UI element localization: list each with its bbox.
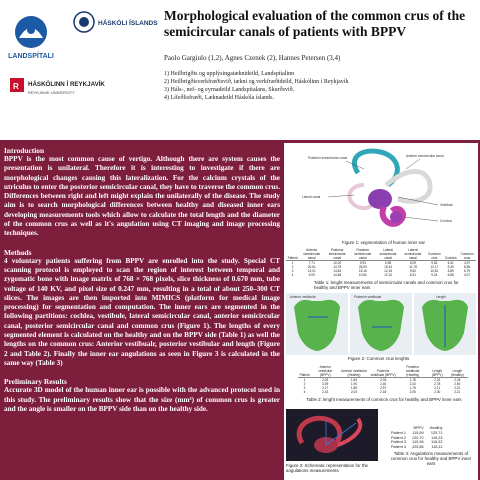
table-cell: 2,28 bbox=[454, 378, 461, 382]
table-cell: 115,59 bbox=[412, 430, 424, 435]
table-2-common-crus-lengths bbox=[298, 365, 468, 394]
table-cell: 125,86 bbox=[412, 445, 424, 450]
table-cell: 10,82 bbox=[358, 273, 367, 277]
text-column bbox=[4, 146, 280, 480]
table-header-cell: Cochlea bbox=[443, 248, 458, 261]
table-cell: 2,60 bbox=[454, 382, 461, 386]
table-cell: 15,16 bbox=[358, 269, 367, 273]
haskoli-islands-logo bbox=[72, 8, 162, 42]
table-cell: 2,03 bbox=[322, 378, 329, 382]
table-header-cell: Length (BPPV) bbox=[428, 365, 447, 378]
table-header-cell: Posterior semicircular canal bbox=[324, 248, 350, 261]
table-cell: 8,31 bbox=[409, 273, 417, 277]
table-cell: 14,01 bbox=[307, 269, 316, 273]
label-vestibule: Vestibule bbox=[440, 203, 453, 207]
table-cell: 4,07 bbox=[463, 273, 471, 277]
table-cell: 5,98 bbox=[384, 261, 392, 265]
table-row bbox=[298, 390, 468, 394]
label-cochlea: Cochlea bbox=[440, 219, 452, 223]
table-cell: 2,78 bbox=[434, 382, 441, 386]
table-cell: 4 bbox=[291, 273, 294, 277]
table-cell: Patient 2 bbox=[391, 435, 406, 440]
table-cell: 11,78 bbox=[409, 265, 417, 269]
reykjavik-university-logo-name: HÁSKÓLINN Í REYKJAVÍK bbox=[28, 81, 105, 88]
table-cell: 14,48 bbox=[333, 273, 342, 277]
table-cell: 10,20 bbox=[333, 261, 342, 265]
table-cell: 6,79 bbox=[463, 269, 471, 273]
affiliation-item: 1) Heilbrigðis og upplýsingatæknideild, Landspítalinn bbox=[164, 71, 295, 77]
table-cell: 2 bbox=[291, 265, 294, 269]
table-cell: 2,40 bbox=[380, 382, 387, 386]
table-cell: 6,09 bbox=[409, 261, 417, 265]
table-cell: 2,30 bbox=[434, 390, 441, 394]
table-row bbox=[286, 273, 476, 277]
table-cell: 12,10 bbox=[384, 273, 393, 277]
table-row bbox=[388, 445, 446, 450]
table-header-cell: Posterior vestibular (BPPV) bbox=[369, 365, 398, 378]
table-cell: 6,88 bbox=[447, 273, 454, 277]
table-cell: 4,97 bbox=[463, 261, 471, 265]
table-cell: 2,17 bbox=[322, 386, 329, 390]
table-cell: 15,43 bbox=[384, 265, 393, 269]
section-heading: Preliminary Results bbox=[4, 377, 67, 387]
table-cell: 2,03 bbox=[350, 390, 358, 394]
section-body: BPPV is the most common cause of vertigo. Although there are system causes the presentation is unilateral. Therefore it is interesting to investigate if there are morphological changes causing this lateralization. For the calcium crystals of the utriculus to enter the posterior semicircular canal, they have to traverse the common crus. Differences between right and left might explain the unilaterally of the disease. The study aim is to search morphological differences between healthy and diseased inner ears developing measurements tools which allow to calculate the total length and the diameter of the common crus as well as it's angulation using CT imaging and image processing techniques. bbox=[4, 155, 280, 238]
table-3-angulations bbox=[388, 426, 446, 450]
label-posterior-canal: Posterior semicircular canal bbox=[308, 156, 348, 160]
table-cell: 2 bbox=[303, 382, 306, 386]
table-cell: 2,23 bbox=[434, 378, 441, 382]
table-cell: 118,11 bbox=[431, 445, 443, 450]
table-cell: 2,18 bbox=[380, 390, 387, 394]
table-header-cell: Lateral semicircular canal bbox=[376, 248, 401, 261]
table-cell: 12,17 bbox=[430, 265, 439, 269]
table-cell: 1,85 bbox=[350, 386, 358, 390]
table-cell: Patient 4 bbox=[391, 445, 406, 450]
table-header-cell: Common crus bbox=[458, 248, 476, 261]
table-cell: 9,93 bbox=[359, 261, 366, 265]
label-length: Length bbox=[436, 295, 446, 299]
table-cell: 10,81 bbox=[430, 269, 439, 273]
table-cell: 120,70 bbox=[412, 435, 424, 440]
table-cell: 116,52 bbox=[431, 440, 443, 445]
affiliation-list bbox=[164, 70, 348, 102]
table-cell: 9,24 bbox=[431, 273, 438, 277]
table-header-cell: Anterior semicircular canal bbox=[299, 248, 324, 261]
table-2-caption: Table 2: lenght measurements of common crus for healthy and BPPV inner ears bbox=[306, 397, 462, 402]
poster-title: Morphological evaluation of the common crus of the semicircular canals of patients with BPPV bbox=[164, 8, 466, 39]
reykjavik-university-logo-sub: REYKJAVIK UNIVERSITY bbox=[28, 90, 75, 95]
label-anterior-canal: Anterior semicircular canal bbox=[406, 154, 444, 158]
table-header-cell: Posterior vestibular (Healthy) bbox=[398, 365, 428, 378]
table-cell: 2,05 bbox=[409, 390, 416, 394]
table-header-cell: Patient bbox=[286, 248, 299, 261]
section-introduction bbox=[4, 146, 280, 239]
figure-1-caption: Figure 1: segmentation of human inner ear bbox=[342, 240, 425, 245]
reykjavik-university-logo bbox=[8, 74, 120, 108]
table-cell: 1,84 bbox=[350, 378, 358, 382]
svg-text:R: R bbox=[13, 82, 19, 91]
table-cell: 7,71 bbox=[308, 261, 315, 265]
label-posterior-vestibular: Posterior vestibular bbox=[354, 295, 382, 299]
table-cell: 9,09 bbox=[308, 273, 315, 277]
table-cell: 20,61 bbox=[307, 265, 316, 269]
table-cell: 3 bbox=[291, 269, 294, 273]
table-cell: 4 bbox=[303, 390, 306, 394]
section-heading: Introduction bbox=[4, 146, 45, 155]
table-cell: 6,89 bbox=[447, 269, 454, 273]
table-cell: 2,57 bbox=[380, 386, 387, 390]
table-cell: 120,71 bbox=[430, 430, 443, 435]
table-1-lengths bbox=[286, 248, 476, 277]
table-cell: 1,90 bbox=[350, 382, 358, 386]
table-cell: 6,41 bbox=[447, 261, 454, 265]
table-cell: 1 bbox=[291, 261, 294, 265]
table-cell: 12,16 bbox=[384, 269, 393, 273]
label-anterior-vestibular: Anterior vestibular bbox=[290, 295, 316, 299]
section-preliminary-results bbox=[4, 377, 280, 414]
section-methods bbox=[4, 248, 280, 369]
table-header-cell: Posterior semicircular canal bbox=[350, 248, 376, 261]
table-cell: 115,96 bbox=[412, 440, 424, 445]
table-header-cell: Common crus bbox=[425, 248, 443, 261]
table-cell: 9,62 bbox=[409, 269, 417, 273]
figure-3-caption: Figure 3: Schematic representation for the angulations measurements bbox=[286, 463, 369, 474]
affiliation-item: 4) Lífeðlisfræði, Læknadeild Háskóla íslands. bbox=[164, 95, 274, 101]
table-cell: 8,56 bbox=[463, 265, 471, 269]
figure-3-angulation-schematic bbox=[286, 409, 378, 461]
table-cell: 3,09 bbox=[322, 382, 329, 386]
table-row bbox=[388, 431, 446, 436]
table-cell: 2,11 bbox=[434, 386, 441, 390]
table-cell: 1 bbox=[303, 378, 306, 382]
section-body: Accurate 3D model of the human inner ear is possible with the advanced protocol used in this study. The preliminary results show that the size (mm³) of common crus is greater and the angle is smaller on the BPPV side than on the healthy side. bbox=[4, 386, 280, 413]
table-header-cell: Anterior vestibular (Healthy) bbox=[339, 365, 368, 378]
table-cell: 9,82 bbox=[431, 261, 438, 265]
table-cell: 1,78 bbox=[409, 386, 416, 390]
table-cell: Patient 3 bbox=[391, 440, 406, 445]
poster-header bbox=[0, 0, 480, 140]
table-3-caption: Table 3: Angulations measurements of common crus for healthy and BPPV inner ears bbox=[390, 451, 472, 467]
table-header-cell: Patient bbox=[298, 365, 311, 378]
table-cell: Patient 1 bbox=[391, 430, 406, 435]
affiliation-item: 2) Heilbrigðisverkfræðisvið, tækni og verkfræðideild, Háskólinn í Reykjavík bbox=[164, 79, 349, 85]
table-1-caption: Table 1: lenght measurements of semicircular canals and common crus for healthy and BPPV inner ears bbox=[314, 280, 459, 291]
table-cell: 1,78 bbox=[409, 378, 416, 382]
poster-authors: Paolo Gargiulo (1,2), Agnes Czenek (2), Hannes Petersen (3,4) bbox=[164, 54, 341, 62]
affiliation-item: 3) Háls-, nef- og eyrnadeild Landspítalans, Skurðsvið. bbox=[164, 87, 295, 93]
landspitali-logo bbox=[6, 12, 56, 62]
table-cell: 9,30 bbox=[447, 265, 454, 269]
table-header-cell: Healthy bbox=[429, 426, 443, 430]
section-body: 4 voluntary patients suffering from BPPV are enrolled into the study. Special CT scanning protocol is employed to scan the region of interest between temporal and zygomatic bone with image matrix of 768 × 768 pixels, slice thickness of 0.670 mm, tube voltage of 140 KV, and pixel size of 0.247 mm, resulting in a total of about 250–300 CT slices. The images are then imported into MIMICS (platform for medical image processing) for segmentation and computation. The inner ears are segmented in the following partitions: cochlea, vestibule, lateral semicircular canal, anterior semicircular canal, posterior semicircular canal and common crus (Figure 1). The lengths of every segmented element is calculated on the healthy and on the BPPV side (Table 1) as well the lengths on the common crus: Anterior vestibualr, posterior vestibular and length (Figure 2 and Table 2). Finally the inner ear angulations as seen in Figure 3 is calculated in the same way (Table 3) bbox=[4, 256, 280, 367]
table-cell: 2,21 bbox=[454, 390, 461, 394]
table-cell: 116,23 bbox=[431, 435, 443, 440]
table-cell: 2,43 bbox=[409, 382, 416, 386]
table-cell: 13,78 bbox=[333, 265, 342, 269]
section-heading: Methods bbox=[4, 247, 32, 257]
table-header-cell: Length (Healthy) bbox=[447, 365, 468, 378]
figure-2-caption: Figure 2: Common crus lenghts bbox=[348, 356, 410, 361]
table-cell: 3 bbox=[303, 386, 306, 390]
figure-1-inner-ear-segmentation bbox=[288, 145, 474, 239]
haskoli-islands-logo-text: HÁSKÓLI ÍSLANDS bbox=[98, 20, 158, 27]
table-header-cell: Lateral semicircular canal bbox=[401, 248, 426, 261]
table-cell: 2,21 bbox=[454, 386, 461, 390]
table-cell: 2,43 bbox=[322, 390, 329, 394]
label-lateral-canal: Lateral canal bbox=[302, 195, 321, 199]
table-cell: 2,03 bbox=[380, 378, 387, 382]
table-cell: 14,84 bbox=[333, 269, 342, 273]
landspitali-logo-text: LANDSPÍTALI bbox=[8, 53, 54, 60]
table-header-cell: Anterior vestibular (BPPV) bbox=[311, 365, 339, 378]
figure-2-common-crus-lengths bbox=[286, 293, 476, 355]
figure-column bbox=[284, 143, 478, 480]
table-header-cell: BPPV bbox=[413, 426, 424, 430]
table-cell: 26,93 bbox=[358, 265, 367, 269]
